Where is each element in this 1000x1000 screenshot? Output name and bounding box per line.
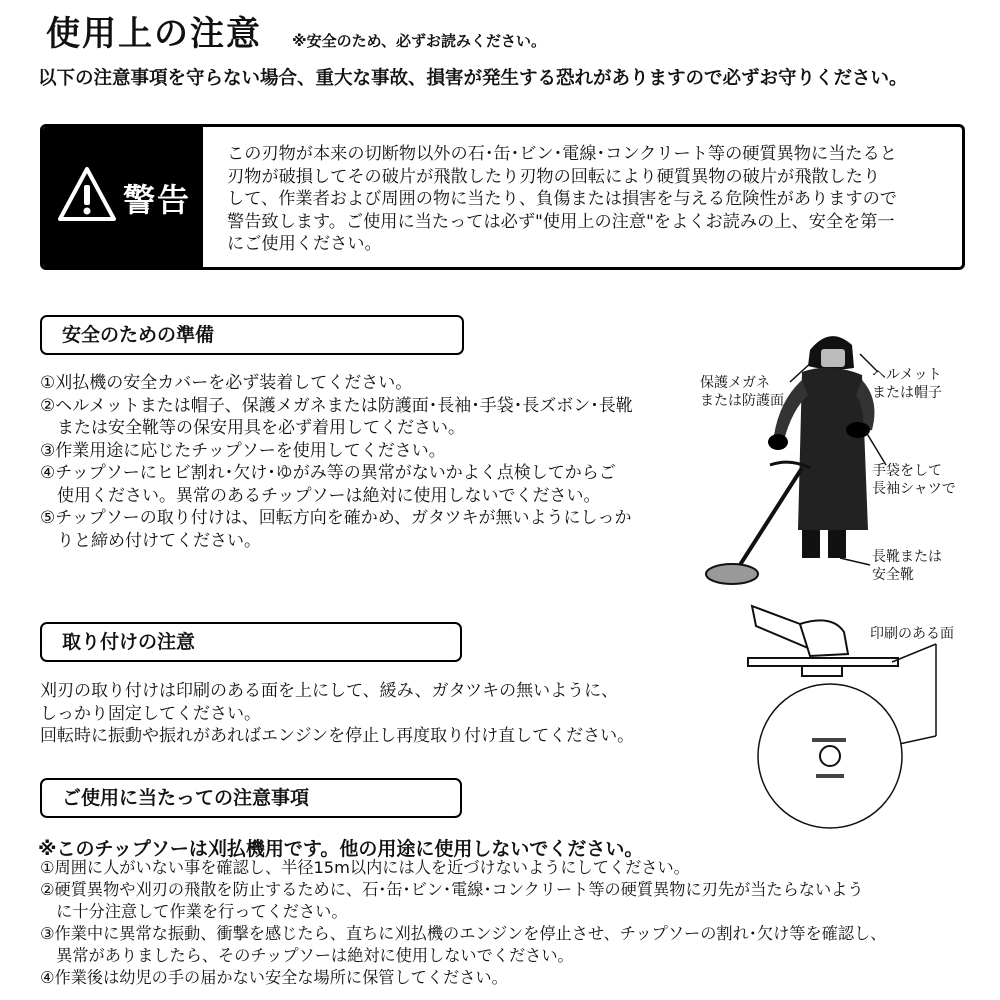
- usage-list: [40, 857, 886, 989]
- prep-item: ③作業用途に応じたチップソーを使用してください。: [40, 440, 446, 461]
- usage-item: ③作業中に異常な振動、衝撃を感じたら、直ちに刈払機のエンジンを停止させ、チップソーの割れ･欠け等を確認し、: [40, 924, 887, 943]
- label-gloves: 手袋をして 長袖シャツで: [872, 463, 956, 497]
- page-note: ※安全のため、必ずお読みください。: [292, 32, 546, 50]
- prep-item: ②ヘルメットまたは帽子、保護メガネまたは防護面･長袖･手袋･長ズボン･長靴: [40, 395, 633, 416]
- warning-line: 刃物が破損してその破片が飛散したり刃物の回転により硬質異物の破片が飛散したり: [227, 166, 881, 187]
- warning-line: 警告致します。ご使用に当たっては必ず"使用上の注意"をよくお読みの上、安全を第一: [227, 211, 895, 232]
- usage-item: に十分注意して作業を行ってください。: [40, 902, 348, 921]
- prep-item: 使用ください。異常のあるチップソーは絶対に使用しないでください。: [40, 485, 601, 506]
- warning-text: [227, 143, 957, 256]
- usage-item: ②硬質異物や刈刃の飛散を防止するために、石･缶･ビン･電線･コンクリート等の硬質異物に刃先が当たらないよう: [40, 880, 864, 899]
- warning-box: [40, 124, 965, 270]
- warning-label-panel: [43, 127, 203, 267]
- prep-item: ④チップソーにヒビ割れ･欠け･ゆがみ等の異常がないかよく点検してからご: [40, 463, 616, 483]
- label-helmet: ヘルメット または帽子: [872, 367, 942, 401]
- warning-label: 警告: [123, 181, 192, 219]
- prep-item: りと締め付けてください。: [40, 530, 261, 551]
- lead-text: 以下の注意事項を守らない場合、重大な事故、損害が発生する恐れがありますので必ずお守りください。: [38, 68, 908, 89]
- prep-list: [40, 372, 633, 552]
- section-heading-usage: ご使用に当たっての注意事項: [40, 778, 462, 818]
- page-title: 使用上の注意: [46, 14, 262, 54]
- label-goggles: 保護メガネ または防護面: [700, 375, 784, 409]
- label-printed-face: 印刷のある面: [870, 626, 954, 642]
- warning-line: この刃物が本来の切断物以外の石･缶･ビン･電線･コンクリート等の硬質異物に当たると: [227, 144, 897, 164]
- prep-item: ⑤チップソーの取り付けは、回転方向を確かめ、ガタツキが無いようにしっか: [40, 508, 632, 528]
- usage-item: 異常がありましたら、そのチップソーは絶対に使用しないでください。: [40, 946, 574, 965]
- warning-triangle-icon: [57, 165, 117, 223]
- important-notice: ※このチップソーは刈払機用です。他の用途に使用しないでください。: [38, 838, 644, 860]
- usage-item: ④作業後は幼児の手の届かない安全な場所に保管してください。: [40, 968, 508, 987]
- warning-line: にご使用ください。: [227, 234, 382, 254]
- prep-item: ①刈払機の安全カバーを必ず装着してください。: [40, 373, 413, 393]
- label-boots: 長靴または 安全靴: [872, 549, 942, 583]
- section-heading-safety-prep: 安全のための準備: [40, 315, 464, 355]
- mount-text: 刈刃の取り付けは印刷のある面を上にして、緩み、ガタツキの無いように、 しっかり固定してください。 回転時に振動や振れがあればエンジンを停止し再度取り付け直してください。: [40, 681, 635, 746]
- usage-item: ①周囲に人がいない事を確認し、半径15m以内には人を近づけないようにしてください。: [40, 858, 690, 877]
- prep-item: または安全靴等の保安用具を必ず着用してください。: [40, 418, 465, 438]
- section-heading-mounting: 取り付けの注意: [40, 622, 462, 662]
- warning-line: して、作業者および周囲の物に当たり、負傷または損害を与える危険性がありますので: [227, 189, 897, 209]
